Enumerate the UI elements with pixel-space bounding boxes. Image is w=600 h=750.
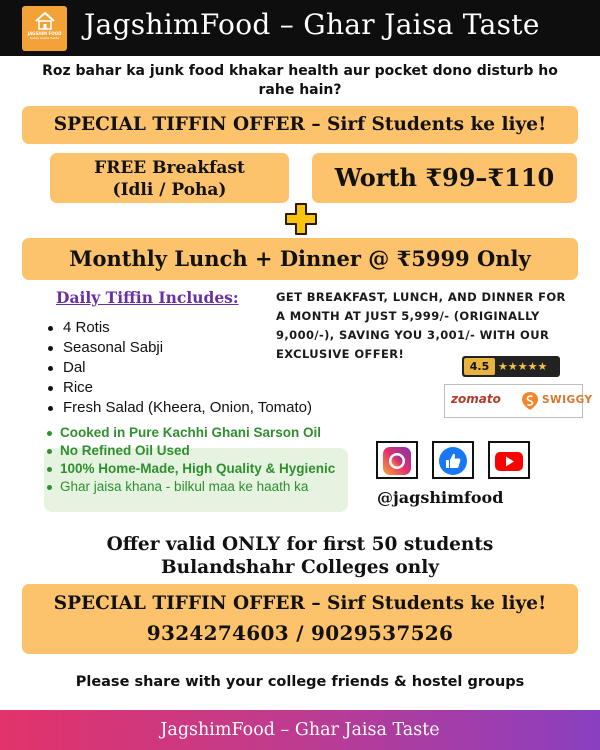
validity-line-2: Bulandshahr Colleges only xyxy=(161,557,439,578)
highlight-item: No Refined Oil Used xyxy=(46,442,366,460)
plus-icon xyxy=(284,202,318,236)
free-breakfast-box xyxy=(50,153,289,203)
rating-stars-icon: ★★★★★ xyxy=(498,360,548,373)
list-item: Fresh Salad (Kheera, Onion, Tomato) xyxy=(46,398,346,418)
highlights-list xyxy=(46,424,366,496)
header-bar xyxy=(0,0,600,56)
free-breakfast-title: FREE Breakfast xyxy=(94,158,245,178)
footer-bar xyxy=(0,710,600,750)
instagram-icon xyxy=(380,445,414,477)
free-breakfast-items: (Idli / Poha) xyxy=(112,180,227,200)
swiggy-icon xyxy=(520,391,540,411)
contact-offer-text: SPECIAL TIFFIN OFFER – Sirf Students ke liye! xyxy=(53,593,547,614)
list-item: Dal xyxy=(46,358,346,378)
brand-logo xyxy=(22,6,67,51)
monthly-plan-banner: Monthly Lunch + Dinner @ ₹5999 Only xyxy=(22,238,578,280)
instagram-link[interactable] xyxy=(376,441,418,479)
highlight-item: 100% Home-Made, High Quality & Hygienic xyxy=(46,460,366,478)
list-item: 4 Rotis xyxy=(46,318,346,338)
offer-validity xyxy=(40,533,560,579)
list-item: Rice xyxy=(46,378,346,398)
footer-title: JagshimFood – Ghar Jaisa Taste xyxy=(160,720,440,740)
highlight-item: Ghar jaisa khana - bilkul maa ke haath ka xyxy=(46,478,366,496)
youtube-icon xyxy=(492,445,526,477)
swiggy-logo: SWIGGY xyxy=(542,394,593,406)
highlight-item: Cooked in Pure Kachhi Ghani Sarson Oil xyxy=(46,424,366,442)
share-message: Please share with your college friends & hostel groups xyxy=(75,674,525,690)
special-offer-banner: SPECIAL TIFFIN OFFER – Sirf Students ke liye! xyxy=(22,106,578,144)
house-icon xyxy=(34,11,56,31)
delivery-platforms xyxy=(444,384,593,418)
header-title: JagshimFood – Ghar Jaisa Taste xyxy=(84,8,540,41)
social-handle: @jagshimfood xyxy=(377,488,504,507)
logo-text: JAGSHIM FOOD xyxy=(27,31,62,36)
rating-value: 4.5 xyxy=(464,358,495,375)
zomato-logo: zomato xyxy=(451,392,501,406)
contact-banner xyxy=(22,584,578,654)
rating-badge xyxy=(462,356,560,377)
list-item: Seasonal Sabji xyxy=(46,338,346,358)
worth-box: Worth ₹99–₹110 xyxy=(312,153,577,203)
logo-tagline: home made taste xyxy=(29,36,60,40)
validity-line-1: Offer valid ONLY for first 50 students xyxy=(106,534,494,555)
phone-numbers[interactable]: 9324274603 / 9029537526 xyxy=(146,621,454,645)
facebook-link[interactable] xyxy=(432,441,474,479)
youtube-link[interactable] xyxy=(488,441,530,479)
promo-description: GET BREAKFAST, LUNCH, AND DINNER FOR A MONTH AT JUST 5,999/- (ORIGINALLY 9,000/-), SAVING YOU 3,001/- WITH OUR EXCLUSIVE OFFER! xyxy=(276,290,566,361)
facebook-like-icon xyxy=(436,445,470,477)
intro-text: Roz bahar ka junk food khakar health aur pocket dono disturb ho rahe hain? xyxy=(42,63,558,98)
daily-tiffin-heading: Daily Tiffin Includes: xyxy=(56,288,239,307)
